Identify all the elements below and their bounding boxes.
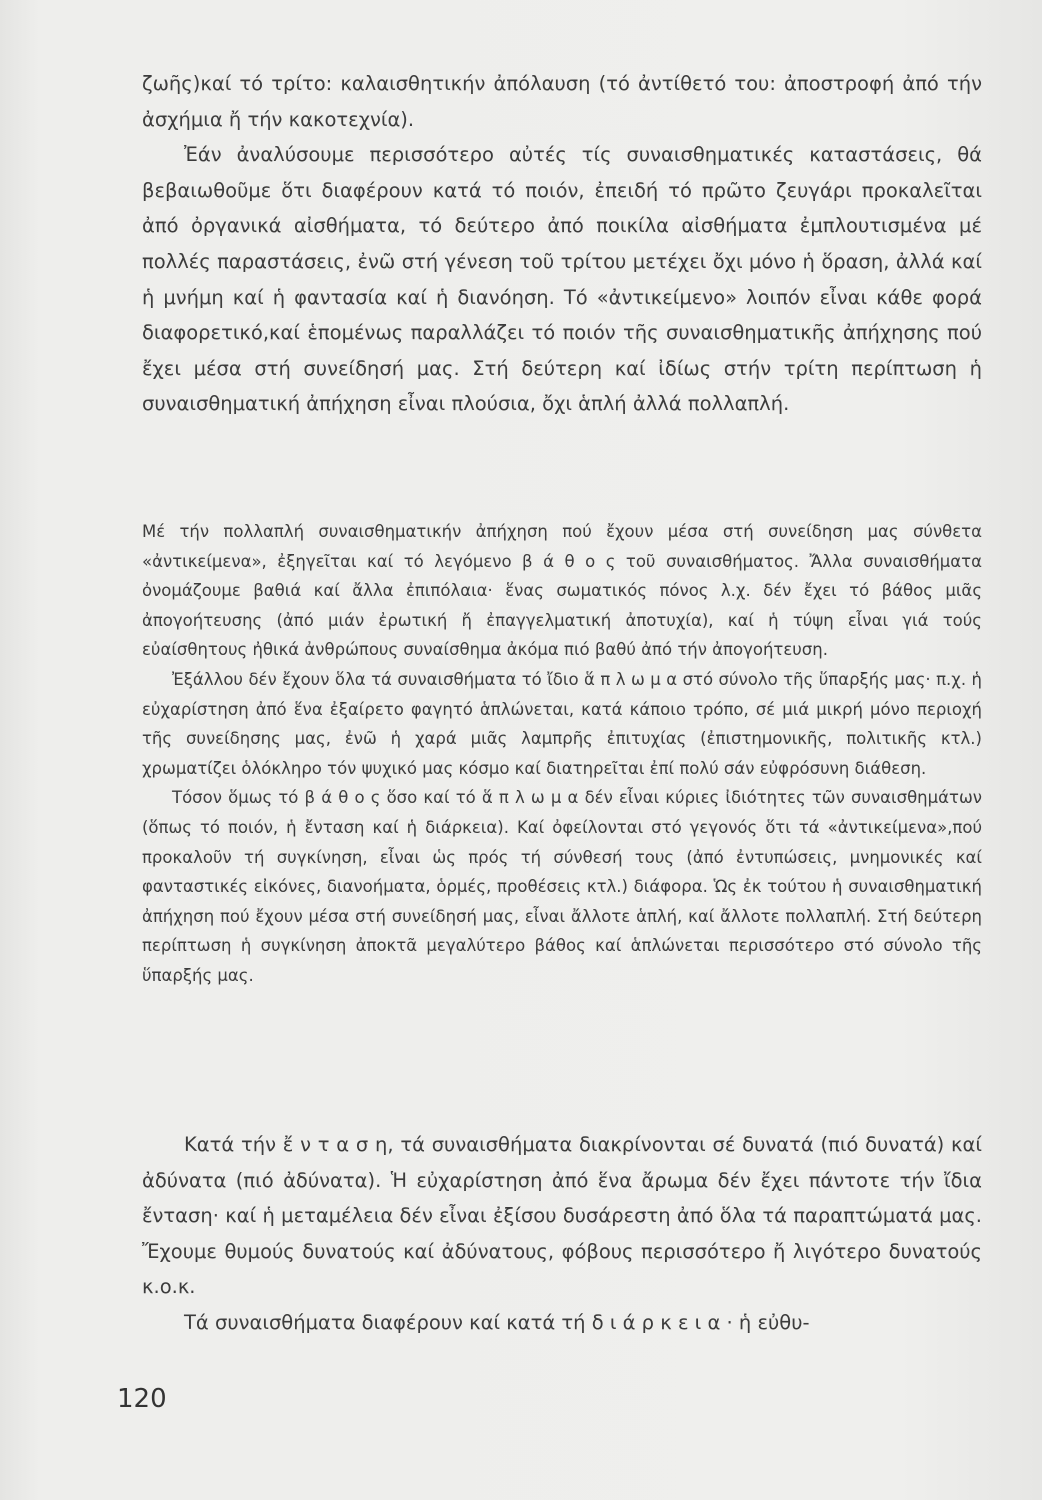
paragraph-5: Τόσον ὅμως τό β ά θ ο ς ὅσο καί τό ἅ π λ ω μ α δέν εἶναι κύριες ἰδιότητες τῶν συναισθημάτων (ὅπως τό ποιόν, ἡ ἔνταση καί ἡ διάρκεια). Καί ὀφείλονται στό γεγονός ὅτι τά «ἀντικείμενα»,πού προκαλοῦν τή συγκίνηση, εἶναι ὡς πρός τή σύνθεσή τους (ἀπό ἐντυπώσεις, μνημονικές καί φανταστικές εἰκόνες, διανοήματα, ὁρμές, προθέσεις κτλ.) διάφορα. Ὡς ἐκ τούτου ἡ συναισθηματική ἀπήχηση πού ἔχουν μέσα στή συνείδησή μας, εἶναι ἄλλοτε ἁπλή, καί ἄλλοτε πολλαπλή. Στή δεύτερη περίπτωση ἡ συγκίνηση ἀποκτᾶ μεγαλύτερο βάθος καί ἁπλώνεται περισσότερο στό σύνολο τῆς ὕπαρξής μας. [142, 788, 982, 985]
paragraph-7: Τά συναισθήματα διαφέρουν καί κατά τή δ ι ά ρ κ ε ι α · ἡ εὐθυ- [184, 1310, 810, 1334]
lower-text-block [142, 1127, 982, 1341]
paragraph-6: Κατά τήν ἔ ν τ α σ η, τά συναισθήματα διακρίνονται σέ δυνατά (πιό δυνατά) καί ἀδύνατα (πιό ἀδύνατα). Ἡ εὐχαρίστηση ἀπό ἕνα ἄρωμα δέν ἔχει πάντοτε τήν ἴδια ἔνταση· καί ἡ μεταμέλεια δέν εἶναι ἐξίσου δυσάρεστη ἀπό ὅλα τά παραπτώματά μας. Ἔχουμε θυμούς δυνατούς καί ἀδύνατους, φόβους περισσότερο ἤ λιγότερο δυνατούς κ.ο.κ. [142, 1133, 982, 1299]
paragraph-4: Ἐξάλλου δέν ἔχουν ὅλα τά συναισθήματα τό ἴδιο ἅ π λ ω μ α στό σύνολο τῆς ὕπαρξής μας· π.χ. ἡ εὐχαρίστηση ἀπό ἕνα ἐξαίρετο φαγητό ἁπλώνεται, κατά κάποιο τρόπο, σέ μιά μικρή μόνο περιοχή τῆς συνείδησης μας, ἐνῶ ἡ χαρά μιᾶς λαμπρῆς ἐπιτυχίας (ἐπιστημονικῆς, πολιτικῆς κτλ.) χρωματίζει ὁλόκληρο τόν ψυχικό μας κόσμο καί διατηρεῖται ἐπί πολύ σάν εὐφρόσυνη διάθεση. [142, 669, 982, 778]
main-text-block [142, 66, 982, 422]
small-text-block [142, 517, 982, 991]
paragraph-2: Ἐάν ἀναλύσουμε περισσότερο αὐτές τίς συναισθηματικές καταστάσεις, θά βεβαιωθοῦμε ὅτι διαφέρουν κατά τό ποιόν, ἐπειδή τό πρῶτο ζευγάρι προκαλεῖται ἀπό ὀργανικά αἰσθήματα, τό δεύτερο ἀπό ποικίλα αἰσθήματα ἐμπλουτισμένα μέ πολλές παραστάσεις, ἐνῶ στή γένεση τοῦ τρίτου μετέχει ὄχι μόνο ἡ ὅραση, ἀλλά καί ἡ μνήμη καί ἡ φαντασία καί ἡ διανόηση. Τό «ἀντικείμενο» λοιπόν εἶναι κάθε φορά διαφορετικό,καί ἑπομένως παραλλάζει τό ποιόν τῆς συναισθηματικῆς ἀπήχησης πού ἔχει μέσα στή συνείδησή μας. Στή δεύτερη καί ἰδίως στήν τρίτη περίπτωση ἡ συναισθηματική ἀπήχηση εἶναι πλούσια, ὄχι ἁπλή ἀλλά πολλαπλή. [142, 143, 982, 416]
page-number: 120 [117, 1384, 167, 1414]
paragraph-3: Μέ τήν πολλαπλή συναισθηματικήν ἀπήχηση πού ἔχουν μέσα στή συνείδηση μας σύνθετα «ἀντικείμενα», ἐξηγεῖται καί τό λεγόμενο β ά θ ο ς τοῦ συναισθήματος. Ἄλλα συναισθήματα ὀνομάζουμε βαθιά καί ἄλλα ἐπιπόλαια· ἕνας σωματικός πόνος λ.χ. δέν ἔχει τό βάθος μιᾶς ἀπογοήτευσης (ἀπό μιάν ἐρωτική ἤ ἐπαγγελματική ἀποτυχία), καί ἡ τύψη εἶναι γιά τούς εὐαίσθητους ἠθικά ἀνθρώπους συναίσθημα ἀκόμα πιό βαθύ ἀπό τήν ἀπογοήτευση. [142, 522, 982, 660]
paragraph-1: ζωῆς)καί τό τρίτο: καλαισθητικήν ἀπόλαυση (τό ἀντίθετό του: ἀποστροφή ἀπό τήν ἀσχήμια ἤ τήν κακοτεχνία). [142, 72, 982, 131]
